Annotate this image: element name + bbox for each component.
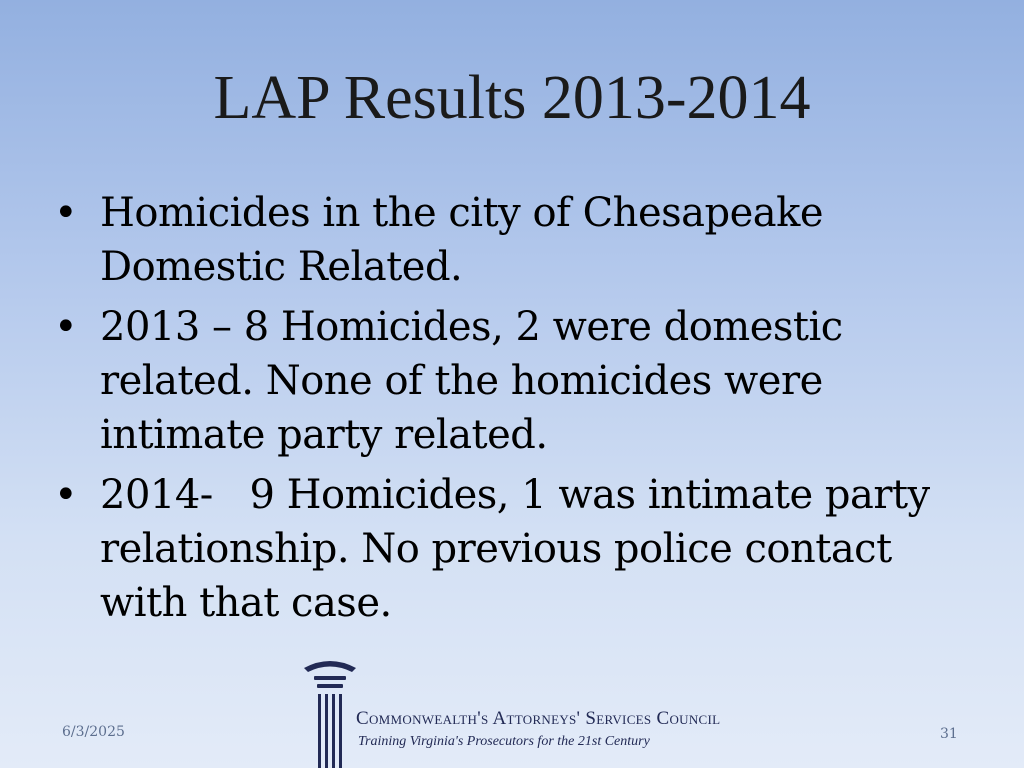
page-number: 31 <box>940 726 958 742</box>
footer-date: 6/3/2025 <box>62 724 125 740</box>
bullet-text: Homicides in the city of Chesapeake Domestic Related. <box>100 190 836 290</box>
pillar-logo-icon <box>300 656 360 768</box>
org-tagline: Training Virginia's Prosecutors for the 21st Century <box>358 734 650 749</box>
bullet-text: 2013 – 8 Homicides, 2 were domestic related. None of the homicides were intimate party related. <box>100 304 855 458</box>
bullet-icon: • <box>54 472 78 518</box>
bullet-item <box>54 186 974 294</box>
slide-title: LAP Results 2013-2014 <box>213 64 811 132</box>
bullet-icon: • <box>54 190 78 236</box>
bullet-list <box>54 186 974 636</box>
bullet-text: 2014- 9 Homicides, 1 was intimate party relationship. No previous police contact with that case. <box>100 472 942 626</box>
org-name: Commonwealth's Attorneys' Services Council <box>356 708 721 729</box>
bullet-item <box>54 300 974 462</box>
organization-logo <box>300 656 730 768</box>
bullet-icon: • <box>54 304 78 350</box>
bullet-item <box>54 468 974 630</box>
